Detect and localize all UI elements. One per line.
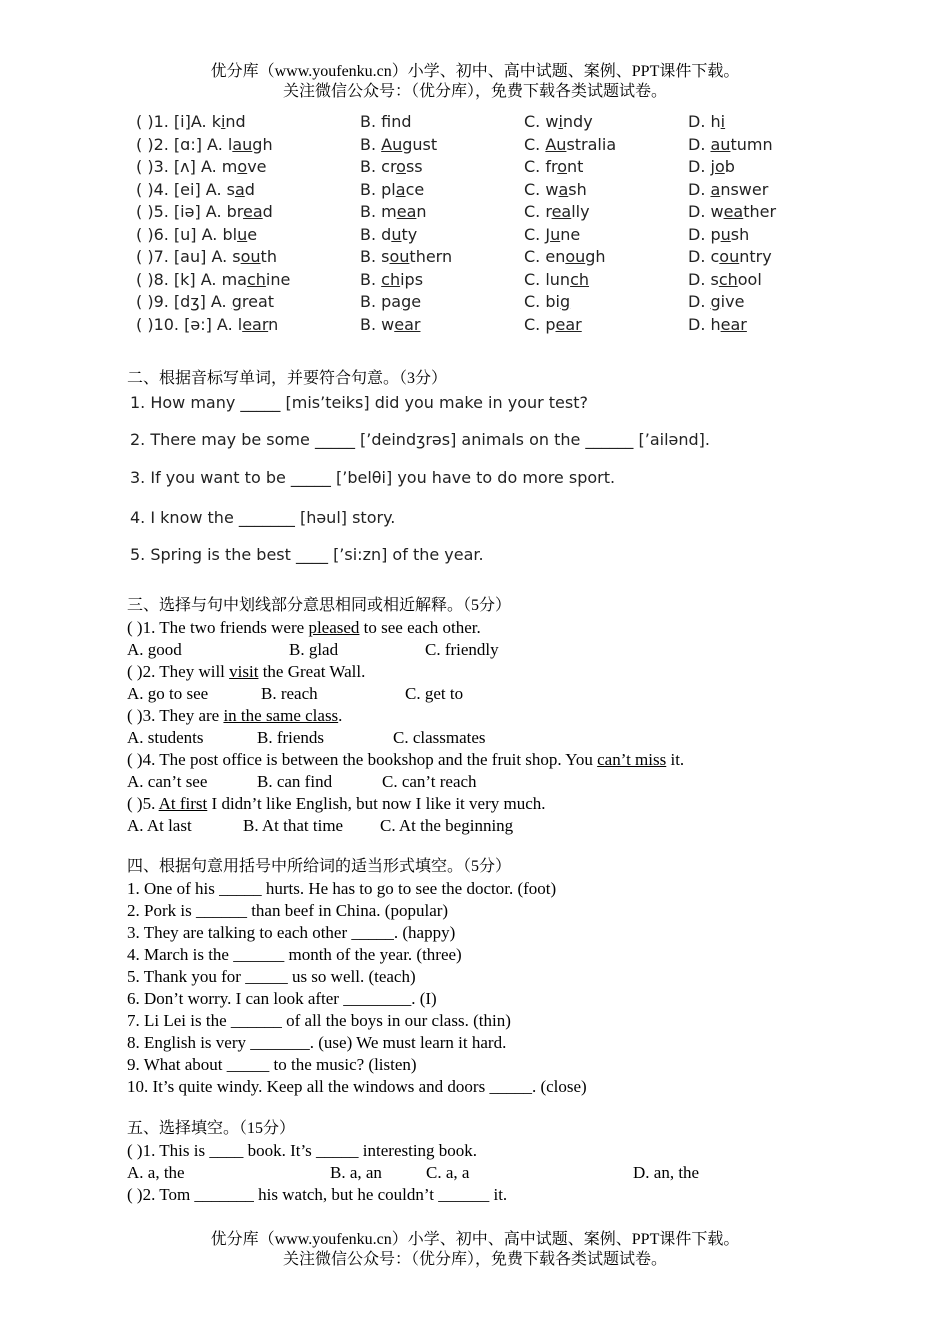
phonetics-option-d: D. country [688,247,772,266]
phonetics-option-a: ( )9. [dʒ] A. great [136,292,275,311]
phonetics-option-d: D. push [688,224,750,244]
s2-line-4: 4. I know the _______ [həul] story. [130,508,396,527]
phonetics-row [136,180,836,203]
s2-line-3: 3. If you want to be _____ [’belθi] you have to do more sport. [130,468,616,487]
phonetics-option-b: B. page [360,292,422,311]
phonetics-option-c: C. June [524,224,581,244]
phonetics-option-a: ( )4. [ei] A. sad [136,179,255,199]
phonetics-option-b: B. southern [360,247,453,266]
s3-question-3: ( )3. They are in the same class. [127,706,343,725]
s3-options-3: A. students B. friends C. classmates [127,728,486,747]
page-header [0,62,950,102]
phonetics-option-c: C. really [524,202,590,221]
phonetics-row [136,135,836,158]
phonetics-row [136,315,836,338]
phonetics-row [136,202,836,225]
phonetics-option-d: D. autumn [688,134,773,154]
phonetics-option-a: ( )2. [ɑ:] A. laugh [136,134,273,154]
section-3 [127,595,684,837]
s4-line: 3. They are talking to each other _____. (happy) [127,923,456,942]
phonetics-option-c: C. lunch [524,269,590,289]
phonetics-option-c: C. windy [524,112,593,131]
phonetics-option-b: B. chips [360,269,424,289]
phonetics-option-b: B. mean [360,202,427,221]
phonetics-option-c: C. Australia [524,134,617,154]
phonetics-option-b: B. cross [360,157,423,176]
phonetics-option-b: B. August [360,134,438,154]
phonetics-option-c: C. big [524,292,571,311]
s4-line: 9. What about _____ to the music? (listen) [127,1055,417,1074]
section-3-title: 三、选择与句中划线部分意思相同或相近解释。（5分） [127,597,512,614]
s4-line: 5. Thank you for _____ us so well. (teach) [127,967,416,986]
s2-line-2: 2. There may be some _____ [’deindʒrəs] animals on the ______ [’ailənd]. [130,430,711,449]
s5-question-1: ( )1. This is ____ book. It’s _____ interesting book. [127,1141,478,1160]
phonetics-option-b: B. wear [360,314,421,334]
s3-options-4: A. can’t see B. can find C. can’t reach [127,772,477,791]
phonetics-option-d: D. school [688,269,762,289]
phonetics-row [136,112,836,135]
phonetics-option-d: D. give [688,292,745,311]
s3-question-1: ( )1. The two friends were pleased to see each other. [127,618,481,637]
s4-line: 6. Don’t worry. I can look after ________. (I) [127,989,437,1008]
s3-options-1: A. good B. glad C. friendly [127,640,499,659]
section-4-title: 四、根据句意用括号中所给词的适当形式填空。（5分） [127,858,512,875]
s4-line: 4. March is the ______ month of the year. (three) [127,945,462,964]
phonetics-row [136,270,836,293]
phonetics-option-b: B. duty [360,224,418,244]
phonetics-option-a: ( )8. [k] A. machine [136,269,291,289]
phonetics-table [136,112,836,337]
section-5-title: 五、选择填空。（15分） [127,1120,296,1137]
phonetics-option-b: B. fnd [360,112,412,131]
phonetics-option-b: B. place [360,179,425,199]
s4-line: 1. One of his _____ hurts. He has to go to see the doctor. (foot) [127,879,557,898]
section-2-title: 二、根据音标写单词，并要符合句意。（3分） [127,370,448,387]
phonetics-option-a: ( )6. [u] A. blue [136,224,258,244]
phonetics-option-a: ( )3. [ʌ] A. move [136,157,267,176]
header-line-1: 优分库（www.youfenku.cn）小学、初中、高中试题、案例、PPT课件下载。 [210,63,740,80]
phonetics-option-d: D. answer [688,179,769,199]
s4-line: 2. Pork is ______ than beef in China. (popular) [127,901,449,920]
phonetics-option-c: C. enough [524,247,606,266]
s3-question-5: ( )5. At first I didn’t like English, but now I like it very much. [127,794,546,813]
s2-line-5: 5. Spring is the best ____ [’si:zn] of the year. [130,545,484,564]
s3-options-2: A. go to see B. reach C. get to [127,684,464,703]
phonetics-option-a: ( )1. [i]A. kind [136,112,246,131]
header-line-2: 关注微信公众号：（优分库），免费下载各类试题试卷。 [282,83,667,100]
phonetics-row [136,225,836,248]
s4-line: 7. Li Lei is the ______ of all the boys in our class. (thin) [127,1011,511,1030]
phonetics-option-d: D. hi [688,112,726,131]
footer-line-1: 优分库（www.youfenku.cn）小学、初中、高中试题、案例、PPT课件下载。 [210,1231,740,1248]
s4-line: 10. It’s quite windy. Keep all the windows and doors _____. (close) [127,1077,587,1096]
phonetics-row [136,292,836,315]
s3-options-5: A. At last B. At that time C. At the beginning [127,816,514,835]
s5-question-2: ( )2. Tom _______ his watch, but he couldn’t ______ it. [127,1185,508,1204]
phonetics-row [136,247,836,270]
s2-line-1: 1. How many _____ [mis’teiks] did you make in your test? [130,393,588,412]
phonetics-row [136,157,836,180]
s3-question-4: ( )4. The post office is between the bookshop and the fruit shop. You can’t miss it. [127,750,685,769]
phonetics-option-a: ( )10. [ə:] A. learn [136,314,279,334]
footer-line-2: 关注微信公众号：（优分库），免费下载各类试题试卷。 [282,1251,667,1268]
phonetics-option-c: C. front [524,157,584,176]
page-footer [0,1230,950,1270]
section-2-title-wrap [127,368,447,390]
phonetics-option-a: ( )7. [au] A. south [136,247,277,266]
section-4 [127,856,587,1098]
phonetics-option-d: D. weather [688,202,777,221]
phonetics-option-a: ( )5. [iə] A. bread [136,202,273,221]
phonetics-option-d: D. hear [688,314,747,334]
phonetics-option-c: C. wash [524,179,587,199]
phonetics-option-c: C. pear [524,314,582,334]
s5-options-1: A. a, the B. a, an C. a, a D. an, the [127,1163,700,1182]
phonetics-option-d: D. job [688,157,735,176]
section-5 [127,1118,699,1206]
s4-line: 8. English is very _______. (use) We must learn it hard. [127,1033,507,1052]
s3-question-2: ( )2. They will visit the Great Wall. [127,662,366,681]
